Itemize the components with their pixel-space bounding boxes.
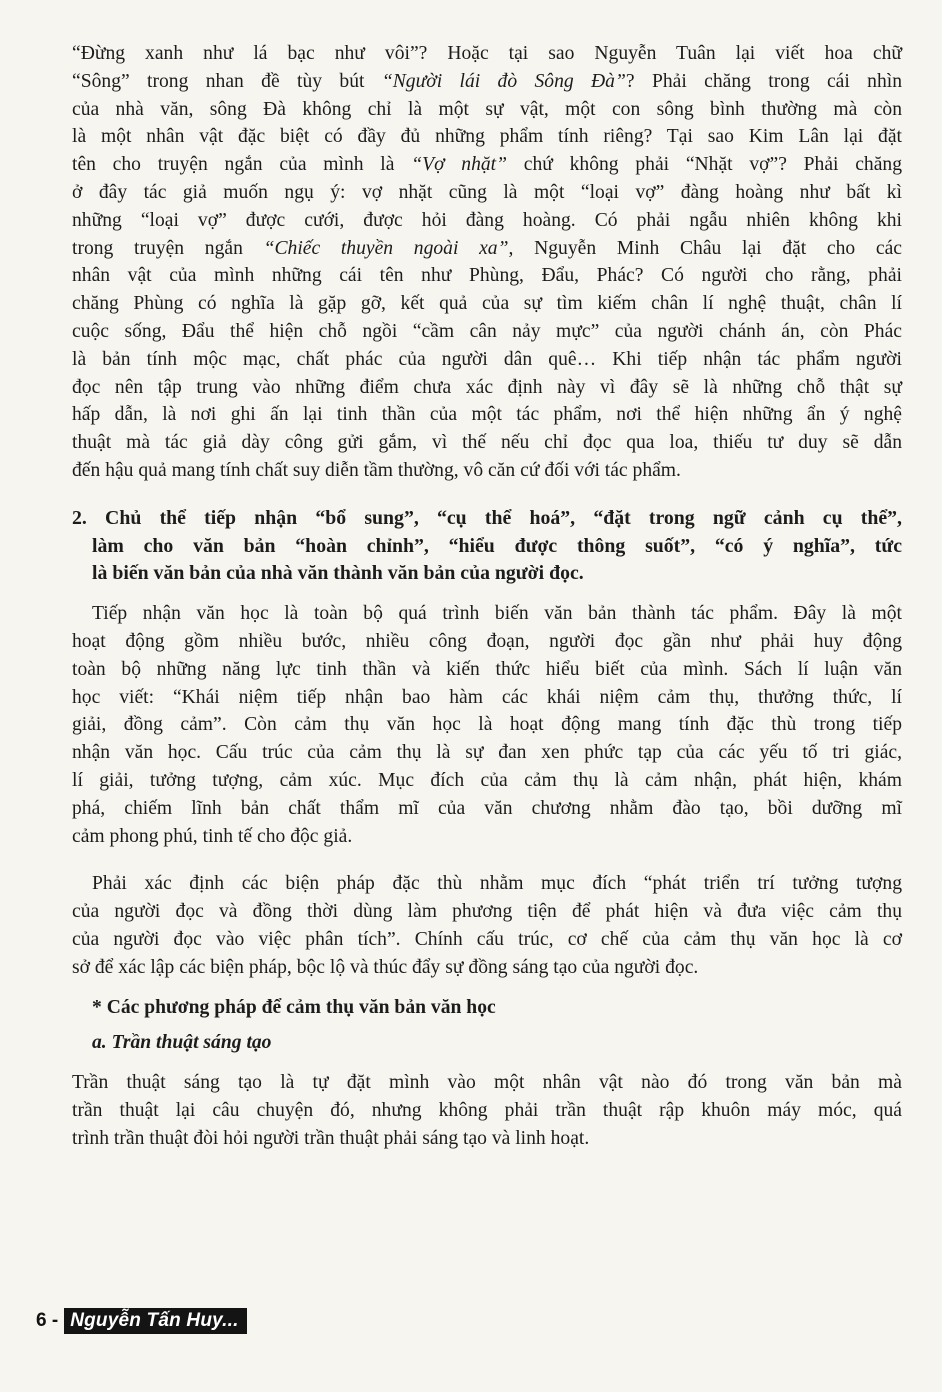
text-line: là bản tính mộc mạc, chất phác của người dân quê… Khi tiếp nhận tác phẩm người — [72, 348, 902, 370]
section-heading-2 — [72, 505, 902, 588]
text-line: phá, chiếm lĩnh bản chất thẩm mĩ của văn chương nhằm đào tạo, bồi dưỡng mĩ — [72, 797, 902, 819]
text-line: những “loại vợ” được cưới, được hỏi đàng hoàng. Có phải ngẫu nhiên không khi — [72, 209, 902, 231]
paragraph-1 — [72, 40, 902, 485]
text-line: cuộc sống, Đẩu thể hiện chỗ ngồi “cầm cân nảy mực” của người chánh án, còn Phác — [72, 320, 902, 342]
text-line: của người đọc và đồng thời dùng làm phương tiện để phát hiện và đưa việc cảm thụ — [72, 901, 902, 923]
paragraph-2 — [72, 600, 902, 850]
text-line: đọc nên tập trung vào những điểm chưa xác định này vì đây sẽ là những chỗ thật sự — [72, 376, 902, 398]
text-line: chăng Phùng có nghĩa là gặp gỡ, kết quả của sự tìm kiếm chân lí nghệ thuật, chân lí — [72, 293, 902, 315]
text-line: Tiếp nhận văn học là toàn bộ quá trình biến văn bản thành tác phẩm. Đây là một — [92, 603, 902, 625]
text-line: sở để xác lập các biện pháp, bộc lộ và thúc đẩy sự đồng sáng tạo của người đọc. — [72, 956, 699, 978]
text-line: lí giải, tưởng tượng, cảm xúc. Mục đích của cảm thụ là cảm nhận, phát hiện, khám — [72, 769, 902, 791]
work-title: “Chiếc thuyền ngoài xa” — [263, 237, 509, 259]
text-line: đến hậu quả mang tính chất suy diễn tầm thường, vô căn cứ đối với tác phẩm. — [72, 459, 681, 481]
text-line: Trần thuật sáng tạo là tự đặt mình vào một nhân vật nào đó trong văn bản mà — [72, 1072, 902, 1094]
text-line: tên cho truyện ngắn của mình là “Vợ nhặt” chứ không phải “Nhặt vợ”? Phải chăng — [72, 154, 903, 176]
paragraph-4 — [72, 1069, 902, 1152]
text-line: trong truyện ngắn “Chiếc thuyền ngoài xa”, Nguyễn Minh Châu lại đặt cho các — [72, 237, 902, 259]
text-line: toàn bộ những năng lực tinh thần và kiến thức hiểu biết của mình. Sách lí luận văn — [72, 658, 902, 680]
page-content — [72, 40, 902, 1152]
work-title: “Người lái đò Sông Đà” — [381, 70, 626, 92]
text-line: cảm phong phú, tinh tế cho độc giả. — [72, 825, 353, 847]
page-footer — [36, 1306, 247, 1336]
heading-line: làm cho văn bản “hoàn chỉnh”, “hiểu được thông suốt”, “có ý nghĩa”, tức — [92, 534, 902, 557]
text-line: của nhà văn, sông Đà không chỉ là một sự vật, một con sông bình thường mà còn — [72, 98, 902, 120]
text-line: nhân vật của mình những cái tên như Phùng, Đẩu, Phác? Có người cho rằng, phải — [72, 265, 902, 287]
paragraph-3 — [72, 870, 902, 981]
heading-line: 2. Chủ thể tiếp nhận “bổ sung”, “cụ thể hoá”, “đặt trong ngữ cảnh cụ thể”, — [72, 506, 902, 529]
heading-line: là biến văn bản của nhà văn thành văn bản của người đọc. — [92, 562, 584, 585]
page-number: 6 - — [36, 1310, 59, 1331]
text-line: Phải xác định các biện pháp đặc thù nhằm mục đích “phát triển trí tưởng tượng — [92, 873, 902, 895]
text-line: ở đây tác giả muốn ngụ ý: vợ nhặt cũng là một “loại vợ” đàng hoàng như bất kì — [72, 181, 902, 203]
text-line: giải, đồng cảm”. Còn cảm thụ văn học là hoạt động mang tính đặc thù trong tiếp — [72, 714, 902, 736]
text-line: là một nhân vật đặc biệt có đầy đủ những phẩm tính riêng? Tại sao Kim Lân lại đặt — [72, 126, 902, 148]
text-line: của người đọc vào việc phân tích”. Chính cấu trúc, cơ chế của cảm thụ văn học là cơ — [72, 928, 902, 950]
text-line: nhận văn học. Cấu trúc của cảm thụ là sự đan xen phức tạp của các yếu tố tri giác, — [72, 742, 902, 764]
text-line: trần thuật lại câu chuyện đó, nhưng không phải trần thuật rập khuôn máy móc, quá — [72, 1099, 902, 1121]
text-line: “Đừng xanh như lá bạc như vôi”? Hoặc tại sao Nguyễn Tuân lại viết hoa chữ — [72, 43, 902, 64]
text-line: hoạt động gồm nhiều bước, nhiều công đoạn, người đọc gần như phải huy động — [72, 630, 902, 652]
text-line: hấp dẫn, là nơi ghi ấn lại tinh thần của một tác phẩm, nơi thể hiện những ẩn ý nghệ — [72, 404, 902, 426]
text-line: học viết: “Khái niệm tiếp nhận bao hàm các khái niệm cảm thụ, thưởng thức, lí — [72, 686, 902, 708]
author-label: Nguyễn Tấn Huy... — [64, 1308, 246, 1334]
text-line: “Sông” trong nhan đề tùy bút “Người lái đò Sông Đà”? Phải chăng trong cái nhìn — [72, 70, 902, 92]
work-title: “Vợ nhặt” — [411, 154, 508, 176]
text-line: trình trần thuật đòi hỏi người trần thuật phải sáng tạo và linh hoạt. — [72, 1127, 590, 1149]
methods-heading: * Các phương pháp để cảm thụ văn bản văn học — [92, 996, 496, 1018]
subsection-heading: a. Trần thuật sáng tạo — [92, 1032, 272, 1054]
text-line: thuật mà tác giả dày công gửi gắm, vì thế nếu chỉ đọc qua loa, thiếu tư duy sẽ dẫn — [72, 432, 902, 454]
